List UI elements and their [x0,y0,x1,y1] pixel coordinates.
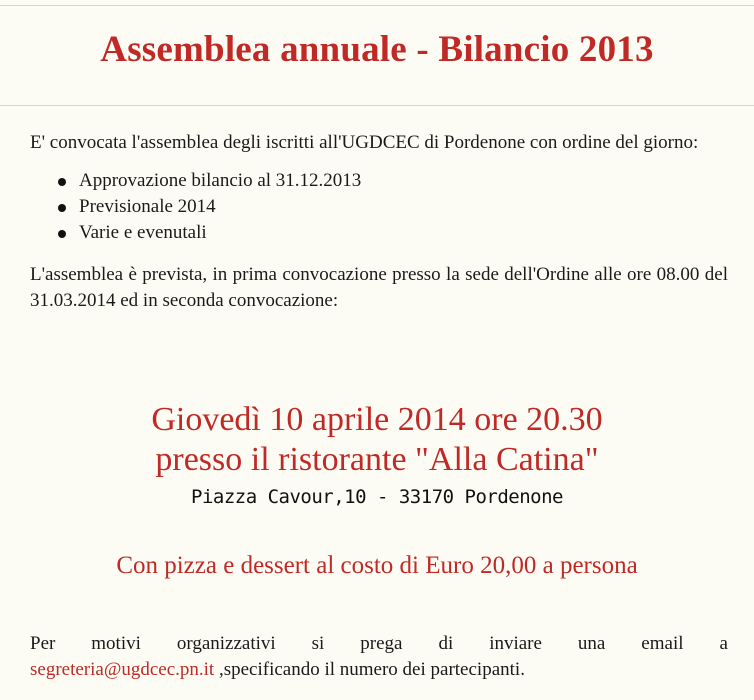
bullet-icon [58,230,66,238]
footer-suffix: ,specificando il numero dei partecipanti. [214,659,525,680]
event-address: Piazza Cavour,10 - 33170 Pordenone [191,486,563,508]
agenda-item-label: Approvazione bilancio al 31.12.2013 [79,170,362,191]
list-item [56,220,728,246]
title-divider [0,105,754,106]
price-note: Con pizza e dessert al costo di Euro 20,00 a persona [116,552,638,579]
bullet-icon [58,204,66,212]
footer-word: Per [30,633,56,654]
footer-line-2 [30,657,728,683]
top-divider [0,5,754,6]
page-title: Assemblea annuale - Bilancio 2013 [100,29,654,70]
event-date: Giovedì 10 aprile 2014 ore 20.30 [151,401,603,438]
intro-paragraph: E' convocata l'assemblea degli iscritti all'UGDCEC di Pordenone con ordine del giorno: [30,132,699,153]
footer-word: prega [360,633,403,654]
main-content [30,130,728,314]
footer-note [30,631,728,683]
email-link[interactable]: segreteria@ugdcec.pn.it [30,659,215,680]
bullet-icon [58,178,66,186]
footer-word: si [311,633,325,654]
agenda-item-label: Previsionale 2014 [79,196,216,217]
agenda-item-label: Varie e evenutali [79,222,207,243]
list-item [56,168,728,194]
footer-word: email [641,633,684,654]
footer-word: una [577,633,606,654]
agenda-list [30,168,728,246]
list-item [56,194,728,220]
footer-line-1 [30,631,728,657]
event-venue: presso il ristorante "Alla Catina" [155,441,599,478]
schedule-paragraph: L'assemblea è prevista, in prima convocazione presso la sede dell'Ordine alle ore 08.00 del 31.03.2014 ed in seconda convocazione: [30,264,728,311]
footer-word: a [719,633,728,654]
footer-word: motivi [91,633,141,654]
event-block [0,400,754,510]
footer-word: organizzativi [176,633,276,654]
footer-word: di [438,633,454,654]
footer-word: inviare [489,633,542,654]
